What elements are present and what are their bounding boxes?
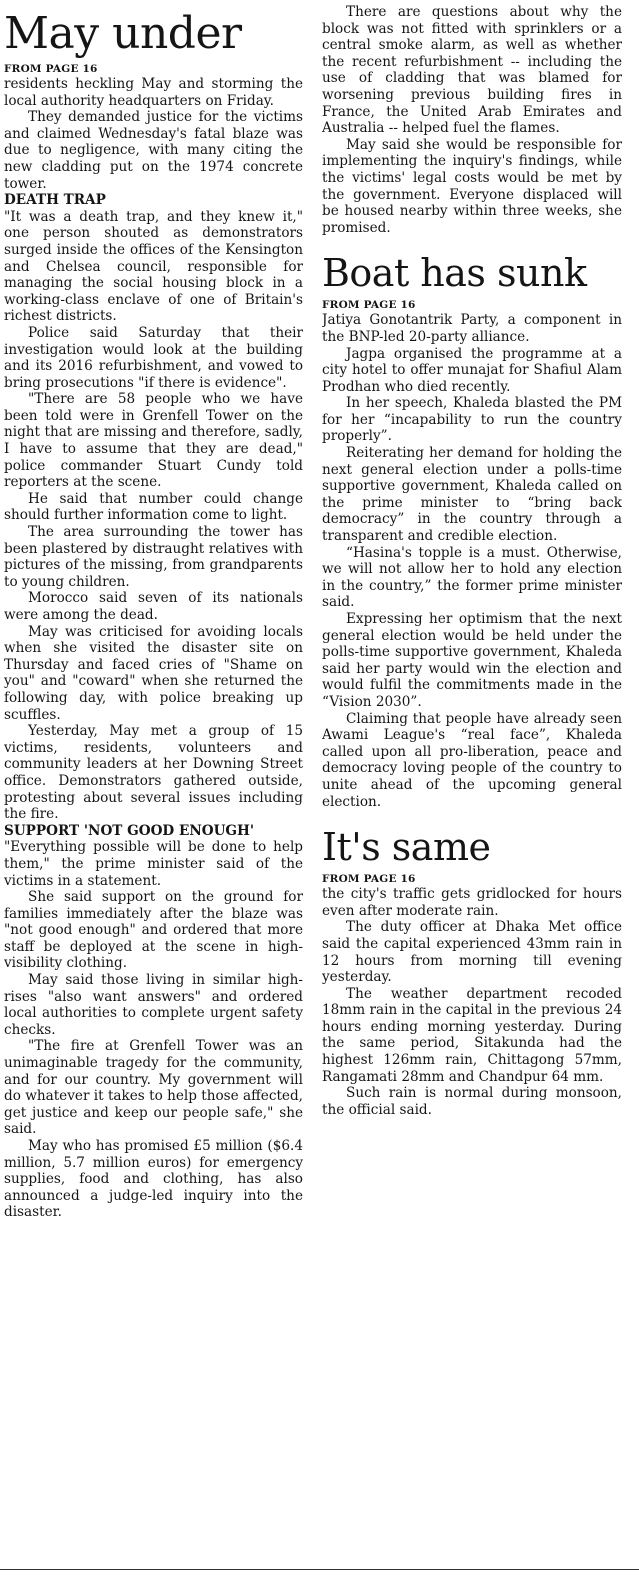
subhead-death-trap: DEATH TRAP (4, 192, 106, 209)
paragraph: May who has promised £5 million ($6.4 million, 5.7 million euros) for emergency supplies, food and clothing, has also announced a judge-led inquiry into the disaster. (4, 1138, 303, 1221)
paragraph: "The fire at Grenfell Tower was an unimaginable tragedy for the community, and for our country. My government will do whatever it takes to help those affected, get justice and keep our people safe," she said. (4, 1038, 303, 1138)
paragraph: The duty officer at Dhaka Met office said the capital experienced 43mm rain in 12 hours from morning till evening yesterday. (322, 919, 622, 986)
paragraph: "Everything possible will be done to help them," the prime minister said of the victims in a statement. (4, 839, 303, 889)
paragraph: She said support on the ground for families immediately after the blaze was "not good enough" and ordered that more staff be deployed at the scene in high-visibility clothing. (4, 889, 303, 972)
right-column (322, 0, 622, 1566)
left-column (4, 0, 303, 1566)
paragraph: Morocco said seven of its nationals were among the dead. (4, 590, 303, 623)
story-title-may: May under (4, 8, 242, 59)
paragraph: Claiming that people have already seen Awami League's “real face”, Khaleda called upon all pro-liberation, peace and democracy loving people of the country to unite ahead of the upcoming general election. (322, 710, 622, 810)
subhead-support: SUPPORT 'NOT GOOD ENOUGH' (4, 822, 255, 839)
paragraph: Such rain is normal during monsoon, the official said. (322, 1085, 622, 1118)
from-page-label: FROM PAGE 16 (322, 873, 416, 886)
paragraph: residents heckling May and storming the local authority headquarters on Friday. (4, 76, 303, 109)
paragraph: There are questions about why the block was not fitted with sprinklers or a central smoke alarm, as well as whether the recent refurbishment -- including the use of cladding that was blamed for worsening previous building fires in France, the United Arab Emirates and Australia -- helped fuel the flames. (322, 4, 622, 137)
bottom-divider (0, 1569, 639, 1570)
paragraph: The area surrounding the tower has been plastered by distraught relatives with pictures of the missing, from grandparents to young children. (4, 524, 303, 590)
from-page-label: FROM PAGE 16 (4, 63, 98, 75)
paragraph: May said those living in similar high-rises "also want answers" and ordered local authorities to complete urgent safety checks. (4, 972, 303, 1038)
paragraph: the city's traffic gets gridlocked for hours even after moderate rain. (322, 886, 622, 919)
paragraph: They demanded justice for the victims and claimed Wednesday's fatal blaze was due to negligence, with many citing the new cladding put on the 1974 concrete tower. (4, 109, 303, 192)
paragraph: "There are 58 people who we have been told were in Grenfell Tower on the night that are missing and therefore, sadly, I have to assume that they are dead," police commander Stuart Cundy told reporters at the scene. (4, 391, 303, 491)
story-title-boat: Boat has sunk (322, 251, 587, 296)
story-title-same: It's same (322, 825, 491, 870)
paragraph: Police said Saturday that their investigation would look at the building and its 2016 refurbishment, and vowed to bring prosecutions "if there is evidence". (4, 324, 303, 391)
from-page-label: FROM PAGE 16 (322, 299, 416, 312)
paragraph: He said that number could change should further information come to light. (4, 490, 303, 524)
paragraph: Reiterating her demand for holding the next general election under a polls-time supportive government, Khaleda called on the prime minister to “bring back democracy” in the country through a transparent and credible election. (322, 445, 622, 545)
paragraph: Jatiya Gonotantrik Party, a component in the BNP-led 20-party alliance. (322, 312, 622, 345)
paragraph: Expressing her optimism that the next general election would be held under the polls-time supportive government, Khaleda said her party would win the election and would fulfil the commitments made in the “Vision 2030”. (322, 611, 622, 710)
paragraph: "It was a death trap, and they knew it," one person shouted as demonstrators surged inside the offices of the Kensington and Chelsea council, responsible for managing the social housing block in a working-class enclave of one of Britain's richest districts. (4, 208, 303, 325)
paragraph: Yesterday, May met a group of 15 victims, residents, volunteers and community leaders at her Downing Street office. Demonstrators gathered outside, protesting about several issues including the fire. (4, 723, 303, 823)
paragraph: “Hasina's topple is a must. Otherwise, we will not allow her to hold any election in the country,” the former prime minister said. (322, 544, 622, 611)
paragraph: May said she would be responsible for implementing the inquiry's findings, while the victims' legal costs would be met by the government. Everyone displaced will be housed nearby within three weeks, she promised. (322, 136, 622, 236)
paragraph: In her speech, Khaleda blasted the PM for her “incapability to run the country properly”. (322, 395, 622, 445)
paragraph: Jagpa organised the programme at a city hotel to offer munajat for Shafiul Alam Prodhan who died recently. (322, 345, 622, 395)
paragraph: The weather department recoded 18mm rain in the capital in the previous 24 hours ending morning yesterday. During the same period, Sitakunda had the highest 126mm rain, Chittagong 57mm, Rangamati 28mm and Chandpur 64 mm. (322, 985, 622, 1085)
paragraph: May was criticised for avoiding locals when she visited the disaster site on Thursday and faced cries of "Shame on you" and "coward" when she returned the following day, with police breaking up scuffles. (4, 623, 303, 723)
